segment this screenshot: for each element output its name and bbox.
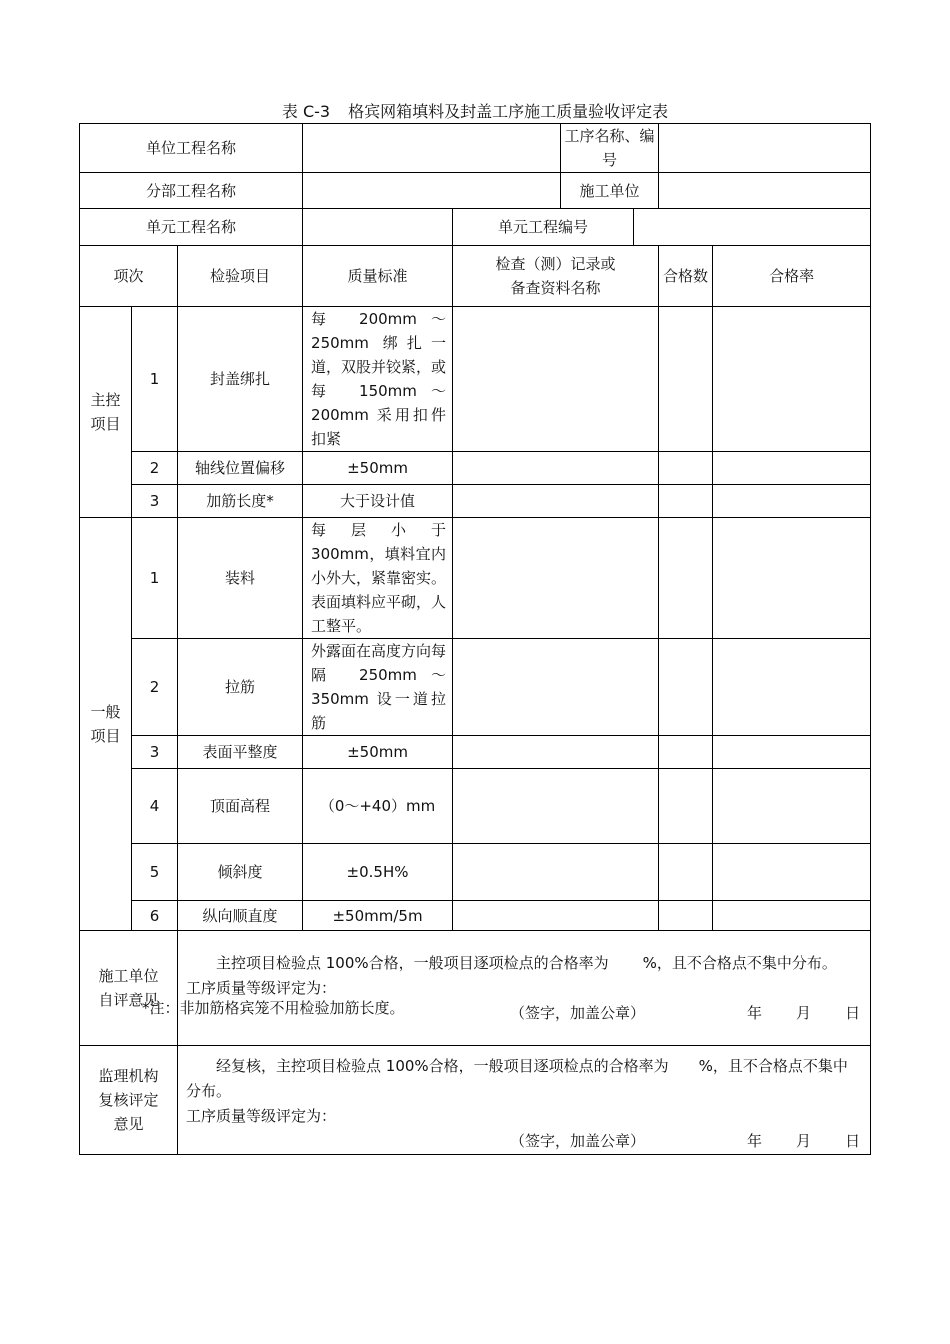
table-row xyxy=(80,485,871,518)
row-record[interactable] xyxy=(453,844,659,901)
header-value-contractor[interactable] xyxy=(659,173,871,209)
table-row xyxy=(80,307,871,452)
row-standard: （0～+40）mm xyxy=(303,769,453,844)
header-value-element-no[interactable] xyxy=(634,209,871,246)
supervisor-day: 日 xyxy=(845,1132,861,1150)
col-record xyxy=(453,246,659,307)
row-standard: 大于设计值 xyxy=(303,485,453,518)
col-item: 检验项目 xyxy=(178,246,303,307)
contractor-label-line1: 施工单位 xyxy=(98,967,159,985)
main-group-label-line2: 项目 xyxy=(90,415,121,433)
row-pass-rate[interactable] xyxy=(713,518,871,639)
row-pass-count[interactable] xyxy=(659,307,713,452)
header-value-process[interactable] xyxy=(659,124,871,173)
row-standard: ±50mm xyxy=(303,452,453,485)
row-pass-rate[interactable] xyxy=(713,485,871,518)
supervisor-label-line2: 复核评定 xyxy=(98,1091,159,1109)
row-pass-count[interactable] xyxy=(659,901,713,931)
header-value-unit-element[interactable] xyxy=(303,209,453,246)
row-no: 1 xyxy=(132,307,178,452)
main-group-label xyxy=(80,307,132,518)
supervisor-opinion-text xyxy=(186,1054,862,1104)
row-pass-rate[interactable] xyxy=(713,844,871,901)
contractor-label-line2: 自评意见 xyxy=(98,991,159,1009)
row-no: 4 xyxy=(132,769,178,844)
supervisor-opinion[interactable] xyxy=(178,1046,871,1155)
contractor-opinion[interactable] xyxy=(178,931,871,1046)
header-label-unit-project: 单位工程名称 xyxy=(80,124,303,173)
row-item: 封盖绑扎 xyxy=(178,307,303,452)
supervisor-sign: （签字，加盖公章） xyxy=(510,1132,646,1150)
table-row xyxy=(80,518,871,639)
row-record[interactable] xyxy=(453,307,659,452)
row-no: 5 xyxy=(132,844,178,901)
row-item: 表面平整度 xyxy=(178,736,303,769)
row-record[interactable] xyxy=(453,736,659,769)
row-no: 3 xyxy=(132,736,178,769)
row-item: 拉筋 xyxy=(178,639,303,736)
row-pass-count[interactable] xyxy=(659,639,713,736)
table-row xyxy=(80,844,871,901)
row-pass-count[interactable] xyxy=(659,844,713,901)
row-pass-rate[interactable] xyxy=(713,639,871,736)
column-header-row xyxy=(80,246,871,307)
row-no: 3 xyxy=(132,485,178,518)
supervisor-year: 年 xyxy=(747,1132,763,1150)
row-pass-rate[interactable] xyxy=(713,736,871,769)
contractor-opinion-row xyxy=(80,931,871,1046)
header-label-process: 工序名称、编号 xyxy=(561,124,659,173)
general-group-label-line2: 项目 xyxy=(90,727,121,745)
contractor-day: 日 xyxy=(845,1004,861,1022)
row-standard: 每 200mm～250mm 绑扎一道，双股并铰紧，或每 150mm～200mm 采用扣件扣紧 xyxy=(303,307,453,452)
row-standard: ±50mm/5m xyxy=(303,901,453,931)
row-item: 倾斜度 xyxy=(178,844,303,901)
footnote: *注：非加筋格宾笼不用检验加筋长度。 xyxy=(142,999,405,1017)
row-pass-rate[interactable] xyxy=(713,452,871,485)
row-item: 加筋长度* xyxy=(178,485,303,518)
supervisor-label-line1: 监理机构 xyxy=(98,1067,159,1085)
header-value-unit-project[interactable] xyxy=(303,124,561,173)
row-pass-count[interactable] xyxy=(659,518,713,639)
row-pass-rate[interactable] xyxy=(713,769,871,844)
row-standard: ±0.5H% xyxy=(303,844,453,901)
form-code: 表 C-3 xyxy=(281,102,331,121)
contractor-opinion-text xyxy=(186,951,862,976)
supervisor-label-line3: 意见 xyxy=(113,1115,144,1133)
row-no: 6 xyxy=(132,901,178,931)
row-item: 顶面高程 xyxy=(178,769,303,844)
row-item: 装料 xyxy=(178,518,303,639)
supervisor-opinion-row xyxy=(80,1046,871,1155)
supervisor-month: 月 xyxy=(796,1132,812,1150)
row-item: 轴线位置偏移 xyxy=(178,452,303,485)
header-label-unit-element: 单元工程名称 xyxy=(80,209,303,246)
table-row xyxy=(80,736,871,769)
row-record[interactable] xyxy=(453,901,659,931)
contractor-text-a: 主控项目检验点 100%合格，一般项目逐项检点的合格率为 xyxy=(216,954,609,972)
col-item-no: 项次 xyxy=(80,246,178,307)
table-row xyxy=(80,901,871,931)
form-title xyxy=(0,99,950,122)
row-pass-rate[interactable] xyxy=(713,901,871,931)
col-pass-rate: 合格率 xyxy=(713,246,871,307)
row-pass-count[interactable] xyxy=(659,452,713,485)
row-record[interactable] xyxy=(453,769,659,844)
col-standard: 质量标准 xyxy=(303,246,453,307)
row-pass-count[interactable] xyxy=(659,769,713,844)
header-row xyxy=(80,173,871,209)
contractor-month: 月 xyxy=(796,1004,812,1022)
row-standard: 外露面在高度方向每隔 250mm～350mm 设一道拉筋 xyxy=(303,639,453,736)
header-value-division[interactable] xyxy=(303,173,561,209)
contractor-year: 年 xyxy=(747,1004,763,1022)
col-pass-count: 合格数 xyxy=(659,246,713,307)
col-record-line1: 检查（测）记录或 xyxy=(495,255,616,273)
table-row xyxy=(80,769,871,844)
main-group-label-line1: 主控 xyxy=(90,391,121,409)
row-standard: ±50mm xyxy=(303,736,453,769)
row-record[interactable] xyxy=(453,452,659,485)
row-standard: 每层小于 300mm，填料宜内小外大，紧靠密实。表面填料应平砌，人工整平。 xyxy=(303,518,453,639)
supervisor-grade: 工序质量等级评定为： xyxy=(186,1107,337,1125)
row-record[interactable] xyxy=(453,639,659,736)
form-title-text: 格宾网箱填料及封盖工序施工质量验收评定表 xyxy=(348,102,669,121)
header-label-element-no: 单元工程编号 xyxy=(453,209,634,246)
table-row xyxy=(80,452,871,485)
table-row xyxy=(80,639,871,736)
row-pass-rate[interactable] xyxy=(713,307,871,452)
contractor-grade: 工序质量等级评定为： xyxy=(186,979,337,997)
supervisor-label xyxy=(80,1046,178,1155)
header-row xyxy=(80,209,871,246)
supervisor-text-a: 经复核，主控项目检验点 100%合格，一般项目逐项检点的合格率为 xyxy=(216,1057,669,1075)
general-group-label xyxy=(80,518,132,931)
header-label-contractor: 施工单位 xyxy=(561,173,659,209)
row-pass-count[interactable] xyxy=(659,485,713,518)
contractor-label xyxy=(80,931,178,1046)
row-record[interactable] xyxy=(453,485,659,518)
row-item: 纵向顺直度 xyxy=(178,901,303,931)
supervisor-sign-row xyxy=(186,1129,862,1154)
contractor-sign: （签字，加盖公章） xyxy=(510,1004,646,1022)
row-record[interactable] xyxy=(453,518,659,639)
general-group-label-line1: 一般 xyxy=(90,703,121,721)
header-row xyxy=(80,124,871,173)
row-no: 1 xyxy=(132,518,178,639)
row-pass-count[interactable] xyxy=(659,736,713,769)
supervisor-text-b: %，且不合格点不集中分布。 xyxy=(186,1057,848,1100)
contractor-text-b: %，且不合格点不集中分布。 xyxy=(642,954,837,972)
header-label-division: 分部工程名称 xyxy=(80,173,303,209)
row-no: 2 xyxy=(132,639,178,736)
row-no: 2 xyxy=(132,452,178,485)
col-record-line2: 备查资料名称 xyxy=(510,279,601,297)
